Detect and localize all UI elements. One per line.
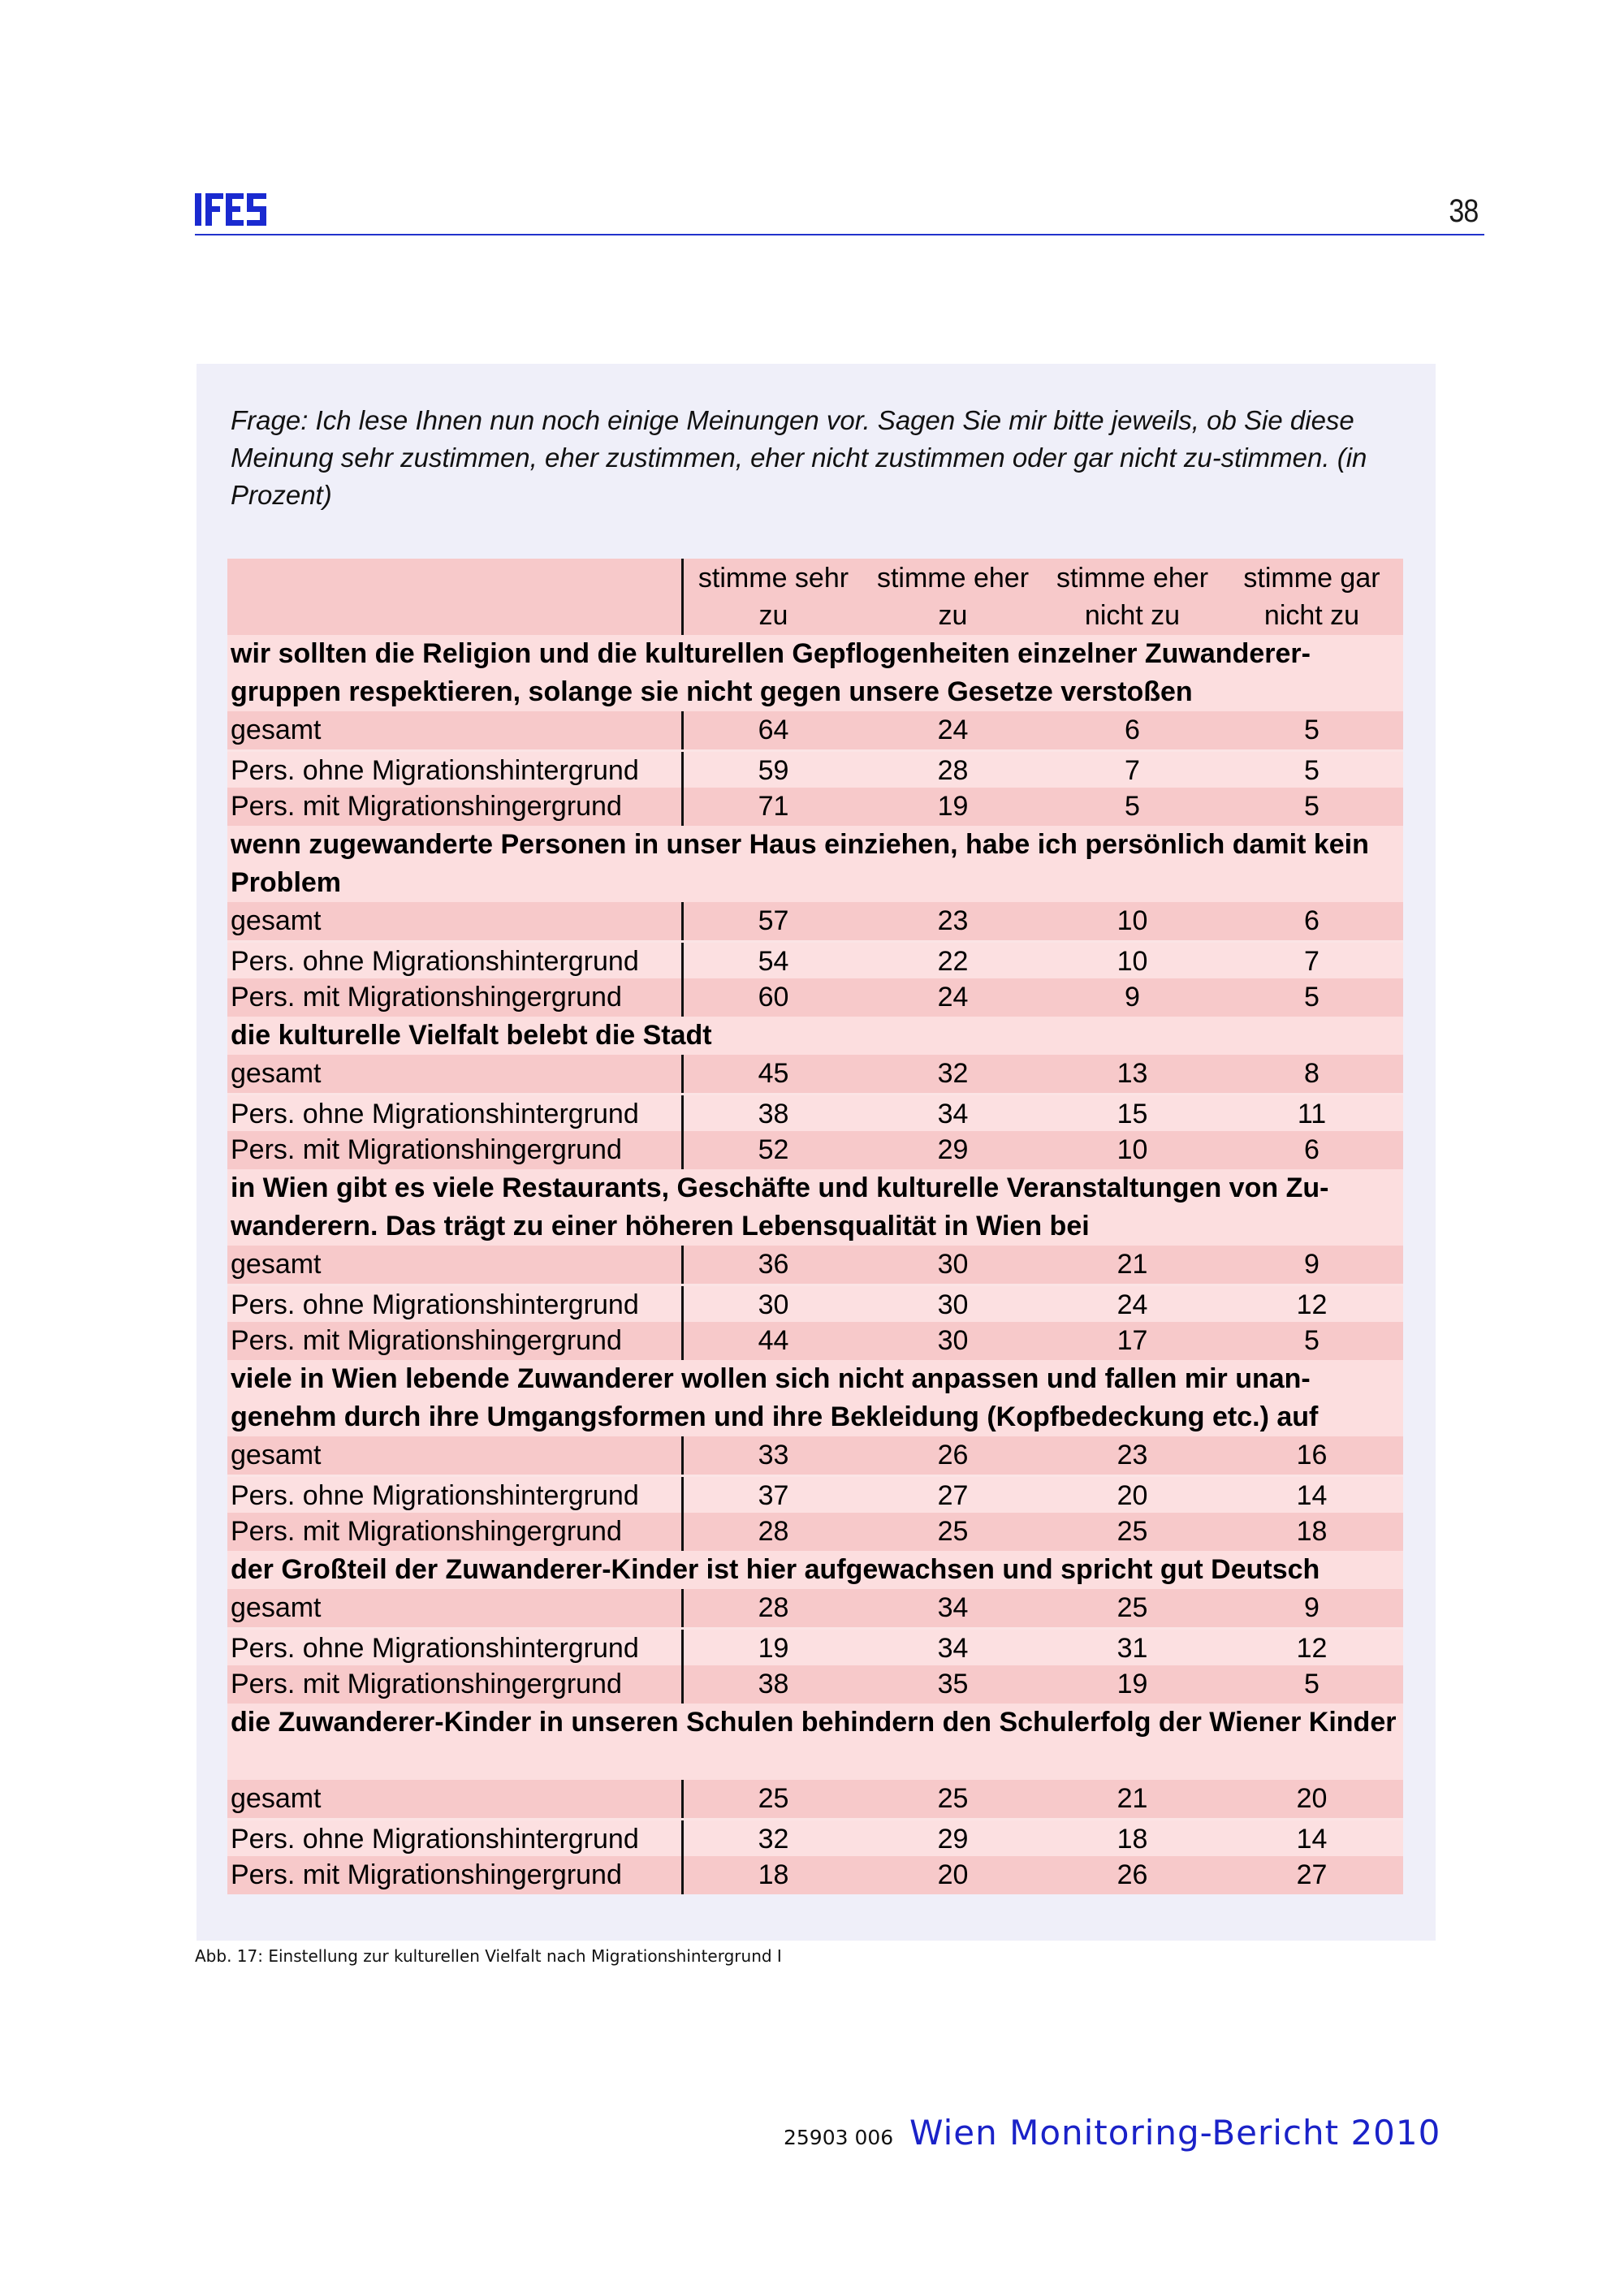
statement-row [227,826,1403,902]
statement-row [227,1704,1403,1780]
value-cell: 29 [937,1824,969,1855]
statement-row [227,635,1403,711]
row-label: Pers. ohne Migrationshintergrund [227,943,684,978]
table-row [227,1055,1403,1093]
value-cell: 30 [937,1249,969,1280]
page-number: 38 [1448,193,1478,229]
value-cell: 25 [758,1783,789,1814]
footer-title: Wien Monitoring-Bericht 2010 [909,2113,1441,2153]
value-cell: 24 [1116,1289,1148,1320]
row-label: gesamt [227,1436,684,1475]
value-cell: 19 [937,791,969,822]
statement-row [227,1360,1403,1436]
row-label: Pers. mit Migrationshingergrund [227,1322,684,1360]
value-cell: 5 [1304,1325,1320,1356]
survey-table [227,559,1403,1894]
value-cell: 52 [758,1134,789,1165]
column-header-line2: zu [758,600,788,631]
statement-text: der Großteil der Zuwanderer-Kinder ist hier aufgewachsen und spricht gut Deutsch [231,1554,1320,1585]
statement-text: die Zuwanderer-Kinder in unseren Schulen behindern den Schulerfolg der Wiener Kinder [231,1707,1397,1738]
row-label: Pers. ohne Migrationshintergrund [227,1820,684,1856]
value-cell: 11 [1297,1099,1327,1129]
table-header-row [227,559,1403,635]
value-cell: 28 [758,1516,789,1547]
value-cell: 5 [1304,755,1320,786]
value-cell: 6 [1304,905,1320,936]
value-cell: 27 [1296,1859,1328,1890]
table-row [227,1818,1403,1856]
value-cell: 21 [1116,1783,1148,1814]
column-header-line1: stimme eher [876,563,1030,594]
value-cell: 34 [937,1099,969,1129]
value-cell: 60 [758,982,789,1013]
statement-row [227,1169,1403,1246]
row-label: gesamt [227,711,684,749]
value-cell: 13 [1116,1058,1148,1089]
value-cell: 8 [1304,1058,1320,1089]
row-label: gesamt [227,1246,684,1284]
table-row [227,1475,1403,1513]
column-header-line2: nicht zu [1263,600,1360,631]
value-cell: 36 [758,1249,789,1280]
row-label: Pers. ohne Migrationshintergrund [227,1630,684,1665]
value-cell: 21 [1116,1249,1148,1280]
value-cell: 24 [937,715,969,745]
column-header [863,559,1043,635]
value-cell: 20 [937,1859,969,1890]
value-cell: 30 [758,1289,789,1320]
value-cell: 30 [937,1325,969,1356]
row-label: Pers. mit Migrationshingergrund [227,1131,684,1169]
row-label: Pers. ohne Migrationshintergrund [227,752,684,788]
value-cell: 15 [1116,1099,1148,1129]
value-cell: 6 [1304,1134,1320,1165]
value-cell: 24 [937,982,969,1013]
value-cell: 9 [1304,1249,1320,1280]
value-cell: 7 [1125,755,1140,786]
table-row [227,1856,1403,1894]
footer-code: 25903 006 [784,2126,894,2149]
value-cell: 38 [758,1669,789,1699]
table-row [227,1284,1403,1322]
column-header [1222,559,1402,635]
table-row [227,1093,1403,1131]
value-cell: 10 [1116,946,1148,977]
value-cell: 25 [1116,1516,1148,1547]
row-label: Pers. mit Migrationshingergrund [227,1856,684,1894]
statement-row [227,1017,1403,1055]
value-cell: 12 [1296,1633,1328,1664]
value-cell: 28 [758,1592,789,1623]
header-divider [195,234,1484,235]
header-empty-cell [227,559,684,635]
value-cell: 19 [758,1633,789,1664]
value-cell: 54 [758,946,789,977]
table-row [227,711,1403,749]
statement-text: die kulturelle Vielfalt belebt die Stadt [231,1020,712,1051]
value-cell: 27 [937,1480,969,1511]
column-header-line1: stimme sehr [698,563,849,594]
value-cell: 14 [1296,1480,1328,1511]
value-cell: 23 [937,905,969,936]
value-cell: 20 [1296,1783,1328,1814]
value-cell: 35 [937,1669,969,1699]
value-cell: 5 [1125,791,1140,822]
value-cell: 30 [937,1289,969,1320]
column-header-line1: stimme eher [1056,563,1209,594]
value-cell: 5 [1304,791,1320,822]
value-cell: 9 [1125,982,1140,1013]
value-cell: 19 [1116,1669,1148,1699]
value-cell: 18 [758,1859,789,1890]
row-label: Pers. mit Migrationshingergrund [227,788,684,826]
value-cell: 25 [1116,1592,1148,1623]
table-row [227,1589,1403,1627]
value-cell: 18 [1116,1824,1148,1855]
value-cell: 6 [1125,715,1140,745]
value-cell: 9 [1304,1592,1320,1623]
row-label: Pers. mit Migrationshingergrund [227,1513,684,1551]
value-cell: 45 [758,1058,789,1089]
value-cell: 34 [937,1592,969,1623]
value-cell: 57 [758,905,789,936]
column-header-line2: zu [938,600,968,631]
ifes-logo [195,190,270,229]
row-label: Pers. ohne Migrationshintergrund [227,1095,684,1131]
table-row [227,940,1403,978]
column-header-line2: nicht zu [1084,600,1181,631]
column-header [684,559,863,635]
value-cell: 32 [758,1824,789,1855]
statement-text: viele in Wien lebende Zuwanderer wollen sich nicht anpassen und fallen mir unan-genehm durch ihre Umgangsformen und ihre Bekleidung (Kopfbedeckung etc.) auf [231,1363,1319,1432]
statement-text: wenn zugewanderte Personen in unser Haus einziehen, habe ich persönlich damit kein Problem [231,829,1369,898]
row-label: gesamt [227,1055,684,1093]
value-cell: 5 [1304,1669,1320,1699]
statement-text: wir sollten die Religion und die kulturellen Gepflogenheiten einzelner Zuwanderer-gruppen respektieren, solange sie nicht gegen unsere Gesetze verstoßen [231,638,1311,707]
value-cell: 26 [1116,1859,1148,1890]
table-body [227,635,1403,1894]
table-row [227,788,1403,826]
value-cell: 23 [1116,1440,1148,1470]
row-label: Pers. ohne Migrationshintergrund [227,1477,684,1513]
figure-caption: Abb. 17: Einstellung zur kulturellen Vielfalt nach Migrationshintergrund I [195,1946,782,1966]
row-label: Pers. mit Migrationshingergrund [227,1665,684,1704]
value-cell: 38 [758,1099,789,1129]
table-row [227,1780,1403,1818]
table-row [227,1665,1403,1704]
value-cell: 18 [1296,1516,1328,1547]
value-cell: 25 [937,1783,969,1814]
row-label: gesamt [227,1780,684,1818]
value-cell: 10 [1116,1134,1148,1165]
value-cell: 44 [758,1325,789,1356]
value-cell: 33 [758,1440,789,1470]
column-header [1043,559,1222,635]
value-cell: 32 [937,1058,969,1089]
table-row [227,1131,1403,1169]
value-cell: 31 [1116,1633,1148,1664]
row-label: Pers. mit Migrationshingergrund [227,978,684,1017]
value-cell: 12 [1296,1289,1328,1320]
table-row [227,749,1403,788]
value-cell: 14 [1296,1824,1328,1855]
value-cell: 10 [1116,905,1148,936]
table-row [227,1436,1403,1475]
row-label: Pers. ohne Migrationshintergrund [227,1286,684,1322]
value-cell: 22 [937,946,969,977]
row-label: gesamt [227,902,684,940]
value-cell: 59 [758,755,789,786]
value-cell: 25 [937,1516,969,1547]
value-cell: 16 [1296,1440,1328,1470]
value-cell: 5 [1304,715,1320,745]
value-cell: 29 [937,1134,969,1165]
value-cell: 7 [1304,946,1320,977]
value-cell: 71 [758,791,789,822]
table-row [227,902,1403,940]
statement-row [227,1551,1403,1589]
table-row [227,1513,1403,1551]
column-header-line1: stimme gar [1243,563,1380,594]
value-cell: 26 [937,1440,969,1470]
table-row [227,1322,1403,1360]
value-cell: 17 [1116,1325,1148,1356]
statement-text: in Wien gibt es viele Restaurants, Geschäfte und kulturelle Veranstaltungen von Zu-wanderern. Das trägt zu einer höheren Lebensqualität in Wien bei [231,1172,1329,1242]
value-cell: 64 [758,715,789,745]
value-cell: 20 [1116,1480,1148,1511]
value-cell: 34 [937,1633,969,1664]
value-cell: 28 [937,755,969,786]
row-label: gesamt [227,1589,684,1627]
question-text: Frage: Ich lese Ihnen nun noch einige Meinungen vor. Sagen Sie mir bitte jeweils, ob Sie diese Meinung sehr zustimmen, eher zustimmen, eher nicht zustimmen oder gar nicht zu-stimmen. (in Prozent) [231,405,1367,510]
value-cell: 5 [1304,982,1320,1013]
value-cell: 37 [758,1480,789,1511]
table-row [227,1627,1403,1665]
table-row [227,1246,1403,1284]
table-row [227,978,1403,1017]
